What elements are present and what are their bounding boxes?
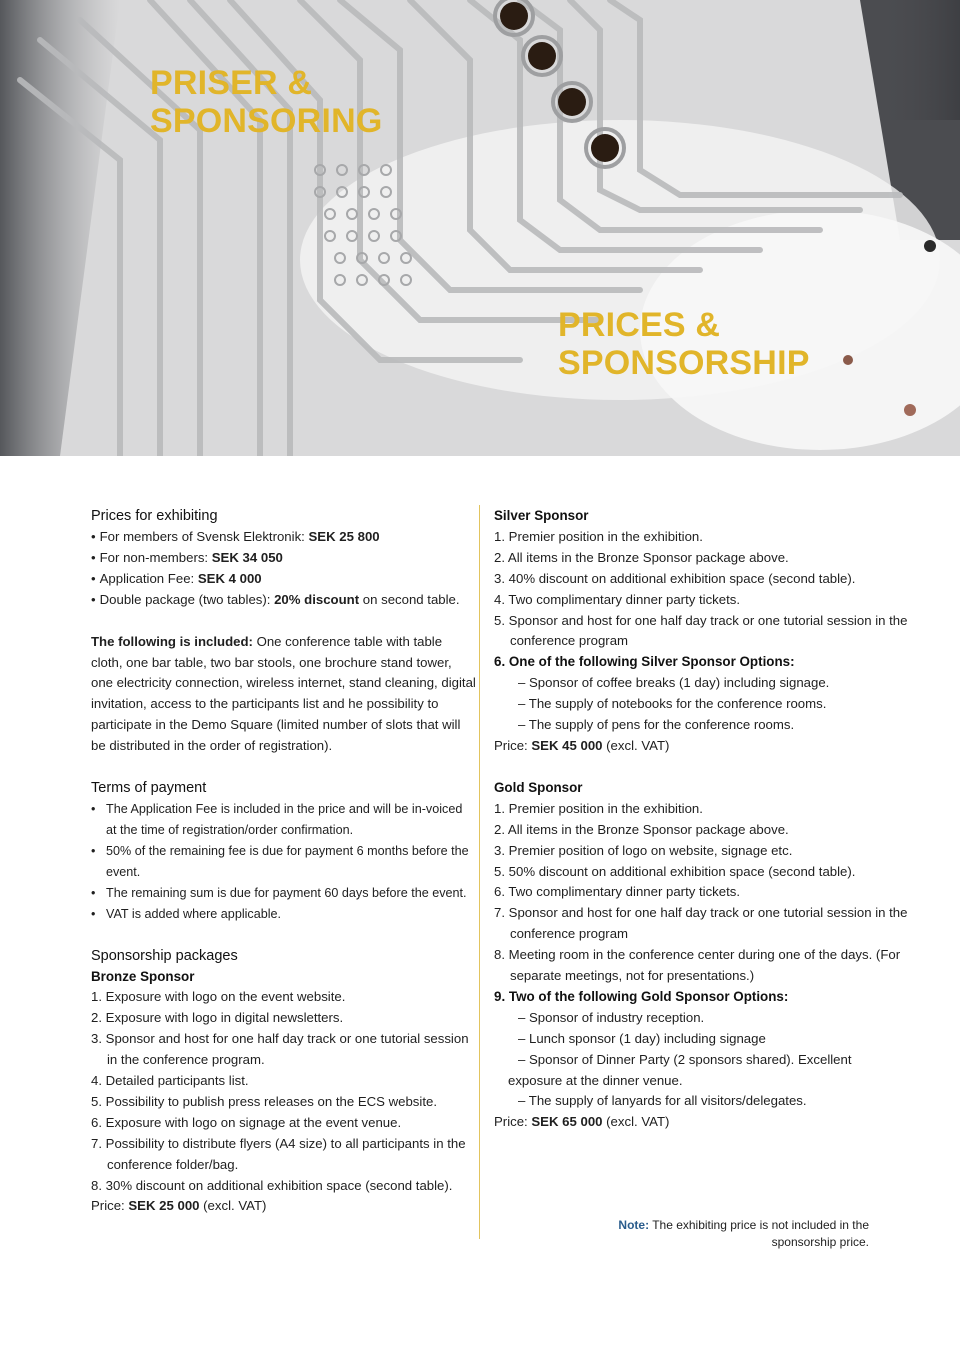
gold-options-list [494, 1008, 934, 1113]
exhibiting-price-list [91, 527, 476, 611]
list-item: – The supply of lanyards for all visitors/delegates. [518, 1093, 807, 1109]
list-item: 8. 30% discount on additional exhibition space (second table). [91, 1177, 453, 1193]
list-item: – The supply of notebooks for the conference rooms. [518, 696, 827, 712]
exhibiting-heading: Prices for exhibiting [91, 508, 218, 524]
list-item: exposure at the dinner venue. [508, 1072, 683, 1088]
list-item: 7. Possibility to distribute flyers (A4 size) to all participants in the conference folder/bag. [91, 1135, 466, 1172]
silver-sponsor-title: Silver Sponsor [494, 508, 589, 523]
list-item: 8. Meeting room in the conference center during one of the days. (For separate meetings, not for presentations.) [494, 947, 901, 984]
list-item: • For members of Svensk Elektronik: SEK 25 800 [91, 529, 380, 544]
list-item: – The supply of pens for the conference rooms. [518, 717, 795, 733]
list-item: – Sponsor of Dinner Party (2 sponsors shared). Excellent [518, 1051, 852, 1067]
title-swedish: PRISER & SPONSORING [150, 64, 383, 140]
silver-sponsor-list [494, 527, 934, 652]
list-item: 5. Possibility to publish press releases on the ECS website. [91, 1093, 437, 1109]
list-item: • Double package (two tables): 20% discount on second table. [91, 591, 460, 607]
silver-options-heading: 6. One of the following Silver Sponsor Options: [494, 654, 795, 670]
list-item: 3. Sponsor and host for one half day track or one tutorial session in the conference program. [91, 1031, 469, 1068]
payment-heading: Terms of payment [91, 780, 207, 797]
right-column [494, 506, 934, 1133]
title-english: PRICES & SPONSORSHIP [558, 306, 810, 382]
included-paragraph: The following is included: One conference table with table cloth, one bar table, two bar stools, one brochure stand tower, one electricity connection, wireless internet, stand cleaning, digital invitation, access to the participants list and he possibility to participate in the Demo Square (limited number of slots that will be distributed in the order of registration). [91, 633, 476, 754]
gold-options-heading: 9. Two of the following Gold Sponsor Options: [494, 988, 789, 1004]
footnote: Note: The exhibiting price is not included in the sponsorship price. [618, 1218, 869, 1249]
list-item: 6. Two complimentary dinner party tickets. [494, 884, 741, 900]
list-item: 1. Exposure with logo on the event website. [91, 989, 346, 1005]
list-item: – Sponsor of industry reception. [518, 1009, 705, 1025]
list-item: • VAT is added where applicable. [91, 906, 282, 921]
list-item: – Lunch sponsor (1 day) including signage [518, 1030, 766, 1046]
list-item: 1. Premier position in the exhibition. [494, 800, 703, 816]
column-divider [479, 505, 480, 1239]
silver-price: Price: SEK 45 000 (excl. VAT) [494, 737, 670, 753]
list-item: 3. Premier position of logo on website, signage etc. [494, 842, 793, 858]
silver-options-list [494, 673, 934, 736]
list-item: 1. Premier position in the exhibition. [494, 528, 703, 544]
list-item: • The Application Fee is included in the price and will be in-voiced at the time of registration/order confirmation. [91, 802, 463, 837]
list-item: 2. All items in the Bronze Sponsor package above. [494, 821, 789, 837]
list-item: 4. Two complimentary dinner party tickets. [494, 591, 741, 607]
gold-price: Price: SEK 65 000 (excl. VAT) [494, 1114, 670, 1130]
left-column [91, 506, 476, 1217]
list-item: 6. Exposure with logo on signage at the event venue. [91, 1114, 402, 1130]
list-item: – Sponsor of coffee breaks (1 day) including signage. [518, 675, 830, 691]
bronze-price: Price: SEK 25 000 (excl. VAT) [91, 1198, 267, 1214]
list-item: 5. 50% discount on additional exhibition space (second table). [494, 863, 856, 879]
sponsorship-heading: Sponsorship packages [91, 947, 238, 964]
gold-sponsor-title: Gold Sponsor [494, 779, 583, 795]
list-item: 4. Detailed participants list. [91, 1073, 249, 1089]
list-item: • 50% of the remaining fee is due for payment 6 months before the event. [91, 843, 469, 879]
gold-sponsor-list [494, 799, 934, 987]
payment-terms-list [91, 799, 476, 924]
list-item: • The remaining sum is due for payment 60 days before the event. [91, 885, 467, 900]
list-item: 5. Sponsor and host for one half day track or one tutorial session in the conference program [494, 612, 908, 649]
list-item: • For non-members: SEK 34 050 [91, 549, 283, 565]
list-item: 7. Sponsor and host for one half day track or one tutorial session in the conference program [494, 905, 908, 942]
bronze-sponsor-list [91, 987, 476, 1196]
hero-image [0, 0, 960, 456]
list-item: 2. Exposure with logo in digital newsletters. [91, 1010, 344, 1026]
circuit-board-illustration [0, 0, 960, 456]
list-item: 3. 40% discount on additional exhibition space (second table). [494, 570, 856, 586]
bronze-sponsor-title: Bronze Sponsor [91, 968, 195, 984]
list-item: • Application Fee: SEK 4 000 [91, 570, 262, 586]
list-item: 2. All items in the Bronze Sponsor package above. [494, 549, 789, 565]
